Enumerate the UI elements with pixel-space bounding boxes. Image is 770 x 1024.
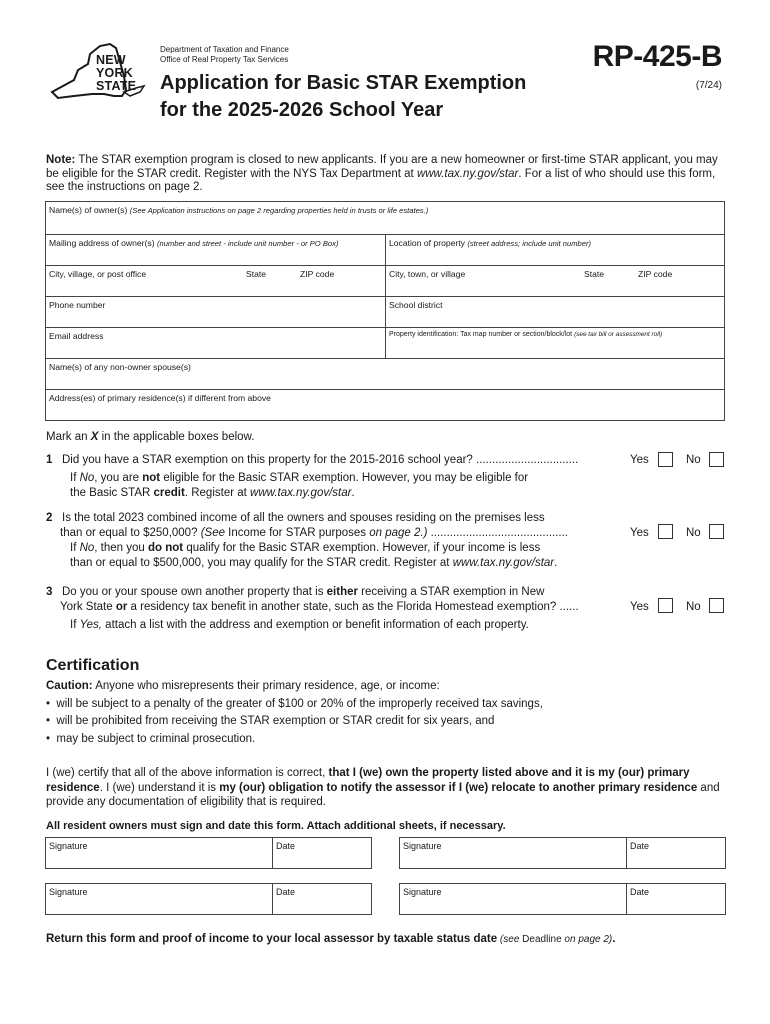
certification-heading: Certification <box>46 657 140 674</box>
primary-residence-field[interactable] <box>46 390 724 420</box>
signature-label-2: Signature <box>403 841 442 851</box>
q1-follow-4: the Basic STAR <box>70 487 154 499</box>
q2-follow-3: qualify for the Basic STAR exemption. However, if your income is less <box>183 542 541 554</box>
mark-suffix: in the applicable boxes below. <box>98 431 255 443</box>
zip-label: ZIP code <box>300 269 335 279</box>
caution-text: Anyone who misrepresents their primary residence, age, or income: <box>92 680 440 692</box>
caution-label: Caution: <box>46 680 93 692</box>
note-text-2: . For a list of who should use this form, see the instructions on page 2. <box>46 167 716 193</box>
logo-line-2: YORK <box>96 66 133 80</box>
department-block <box>160 45 289 65</box>
question-2-followup <box>46 541 726 571</box>
date-field-2[interactable] <box>626 838 725 868</box>
caution-bullet-3: • may be subject to criminal prosecution. <box>46 732 256 745</box>
footer-hint-c: on page 2) <box>561 934 613 945</box>
signature-group-3 <box>45 883 372 915</box>
note-label: Note: <box>46 154 76 166</box>
property-location-label: Location of property <box>389 238 465 248</box>
q1-follow-not: not <box>142 472 161 484</box>
question-2-no-checkbox[interactable] <box>709 524 724 539</box>
nys-logo <box>44 40 154 110</box>
question-1-text: Did you have a STAR exemption on this property for the 2015-2016 school year? ................................ <box>62 454 579 466</box>
certify-text-3: . I (we) understand it is <box>99 781 220 794</box>
question-1 <box>46 453 726 503</box>
city-label: City, village, or post office <box>49 269 147 279</box>
signature-row-2 <box>45 883 726 915</box>
property-location-hint: (street address; include unit number) <box>467 239 592 248</box>
primary-residence-label: Address(es) of primary residence(s) if different from above <box>49 393 271 403</box>
certify-text-1: I (we) certify that all of the above information is correct, <box>46 767 329 779</box>
department-name: Department of Taxation and Finance <box>160 45 289 54</box>
form-revision: (7/24) <box>695 80 722 91</box>
property-city-field[interactable] <box>385 266 724 296</box>
q1-follow-no: No <box>79 472 95 484</box>
mailing-city-field[interactable] <box>46 266 385 296</box>
q2-line2c: Income for STAR purposes <box>224 527 370 539</box>
property-id-label: Property identification: Tax map number or section/block/lot <box>389 331 573 338</box>
question-3-number: 3 <box>46 586 53 598</box>
date-label-4: Date <box>630 887 650 897</box>
footer-end: . <box>612 933 616 945</box>
q3-line2a: York State <box>60 601 116 613</box>
q2-follow-url[interactable]: www.tax.ny.gov/star <box>452 557 555 569</box>
title-line-2: for the 2025-2026 School Year <box>160 99 444 121</box>
date-label-3: Date <box>276 887 296 897</box>
date-label-2: Date <box>630 841 650 851</box>
q3-follow-2: attach a list with the address and exemption or benefit information of each property. <box>101 619 529 631</box>
mailing-address-label: Mailing address of owner(s) <box>49 238 155 248</box>
q3-line2b: or <box>115 601 128 613</box>
q2-follow-4: than or equal to $500,000, you may qualify for the STAR credit. Register at <box>70 557 453 569</box>
q1-follow-credit: credit <box>153 487 185 499</box>
signature-label-4: Signature <box>403 887 442 897</box>
property-id-field[interactable] <box>385 328 724 358</box>
question-3 <box>46 585 726 633</box>
q3-follow-1: If <box>70 619 80 631</box>
owner-information-grid <box>45 201 725 421</box>
certify-paragraph <box>46 766 726 810</box>
question-2-number: 2 <box>46 512 53 524</box>
mark-x: X <box>90 431 99 443</box>
owners-name-label: Name(s) of owner(s) <box>49 205 128 215</box>
mailing-address-hint: (number and street - include unit number - or PO Box) <box>156 239 339 248</box>
certify-text-4: my (our) obligation to notify the assessor if I (we) relocate to another primary residence <box>219 781 698 794</box>
question-3-followup <box>46 618 726 633</box>
q2-follow-no: No <box>79 542 95 554</box>
date-label-1: Date <box>276 841 296 851</box>
note-text-1: The STAR exemption program is closed to new applicants. If you are a new homeowner or first-time STAR applicant, you may be eligible for the STAR credit. Register with the NYS Tax Department at <box>46 154 718 180</box>
signature-field-4[interactable] <box>400 884 626 914</box>
mark-prefix: Mark an <box>46 431 91 443</box>
question-3-yes-checkbox[interactable] <box>658 598 673 613</box>
date-field-4[interactable] <box>626 884 725 914</box>
mailing-address-field[interactable] <box>46 235 385 265</box>
signature-field-1[interactable] <box>46 838 272 868</box>
question-3-yes-label: Yes <box>630 601 649 613</box>
state2-label: State <box>584 269 605 279</box>
school-district-field[interactable] <box>385 297 724 327</box>
mark-instruction <box>46 430 254 445</box>
caution-block <box>46 678 726 748</box>
q2-line2a: than or equal to $250,000? <box>60 527 201 539</box>
q2-line2e: ........................................... <box>427 527 568 539</box>
question-3-line-2 <box>46 600 726 615</box>
signature-label-1: Signature <box>49 841 88 851</box>
question-2-no-label: No <box>686 527 701 539</box>
email-label: Email address <box>49 331 104 341</box>
owners-name-hint: (See Application instructions on page 2 regarding properties held in trusts or life estates.) <box>129 206 429 215</box>
signature-group-1 <box>45 837 372 869</box>
phone-field[interactable] <box>46 297 385 327</box>
signature-row-1 <box>45 837 726 869</box>
question-1-followup <box>46 471 726 501</box>
signature-field-2[interactable] <box>400 838 626 868</box>
return-instruction <box>46 933 615 945</box>
certify-text-2: that I (we) own the property listed above and it is my (our) primary residence <box>46 767 690 794</box>
title-line-1: Application for Basic STAR Exemption <box>160 72 527 94</box>
question-2 <box>46 511 726 577</box>
question-1-yes-label: Yes <box>630 454 649 466</box>
caution-bullet-2: • will be prohibited from receiving the STAR exemption or STAR credit for six years, and <box>46 715 495 727</box>
q2-follow-5: . <box>554 557 558 569</box>
q1-follow-url[interactable]: www.tax.ny.gov/star <box>250 487 352 499</box>
note-paragraph <box>46 154 726 195</box>
bullet-2-text: will be prohibited from receiving the STAR exemption or STAR credit for six years, and <box>56 715 495 727</box>
q3-follow-yes: Yes, <box>79 619 102 631</box>
footer-text: Return this form and proof of income to your local assessor by taxable status date <box>46 933 498 945</box>
signature-field-3[interactable] <box>46 884 272 914</box>
date-field-1[interactable] <box>272 838 371 868</box>
question-1-yes-checkbox[interactable] <box>658 452 673 467</box>
question-2-yes-checkbox[interactable] <box>658 524 673 539</box>
school-district-label: School district <box>389 300 443 310</box>
owners-name-field[interactable] <box>46 202 724 234</box>
email-field[interactable] <box>46 328 385 358</box>
date-field-3[interactable] <box>272 884 371 914</box>
question-2-text-1: Is the total 2023 combined income of all the owners and spouses residing on the premises less <box>62 512 545 524</box>
logo-line-1: NEW <box>96 53 126 67</box>
q1-follow-2: , you are <box>94 472 143 484</box>
q2-follow-2: , then you <box>94 542 149 554</box>
q3-line2c: a residency tax benefit in another state, such as the Florida Homestead exemption? ...... <box>127 601 579 613</box>
question-2-yes-label: Yes <box>630 527 649 539</box>
form-title <box>160 70 526 124</box>
property-id-hint: (see tax bill or assessment roll) <box>574 331 663 338</box>
property-location-field[interactable] <box>385 235 724 265</box>
logo-line-3: STATE <box>96 79 137 93</box>
bullet-1-text: will be subject to a penalty of the greater of $100 or 20% of the improperly received tax savings, <box>56 697 543 710</box>
question-1-number: 1 <box>46 454 53 466</box>
q1-follow-3: eligible for the Basic STAR exemption. However, you may be eligible for <box>160 472 529 484</box>
q1-follow-6: . <box>351 487 355 499</box>
question-3-no-label: No <box>686 601 701 613</box>
signature-label-3: Signature <box>49 887 88 897</box>
question-3-no-checkbox[interactable] <box>709 598 724 613</box>
office-name: Office of Real Property Tax Services <box>160 55 289 64</box>
footer-hint-a: (see <box>497 934 523 945</box>
spouse-name-label: Name(s) of any non-owner spouse(s) <box>49 362 191 372</box>
q3-line1a: Do you or your spouse own another property that is <box>62 586 327 598</box>
spouse-name-field[interactable] <box>46 359 724 389</box>
sign-instruction: All resident owners must sign and date this form. Attach additional sheets, if necessary. <box>46 820 506 832</box>
q2-follow-donot: do not <box>148 542 184 554</box>
certify-text-5: and provide any documentation of eligibility that is required. <box>46 781 720 808</box>
q1-follow-1: If <box>70 472 80 484</box>
zip2-label: ZIP code <box>638 269 673 279</box>
bullet-3-text: may be subject to criminal prosecution. <box>56 732 256 745</box>
city2-label: City, town, or village <box>389 269 466 279</box>
phone-label: Phone number <box>49 300 106 310</box>
signature-group-2 <box>399 837 726 869</box>
state-label: State <box>246 269 267 279</box>
question-1-no-label: No <box>686 454 701 466</box>
question-1-no-checkbox[interactable] <box>709 452 724 467</box>
q1-follow-5: . Register at <box>184 487 251 499</box>
q2-line2d: on page 2.) <box>369 527 428 539</box>
q2-line2b: (See <box>200 527 225 539</box>
form-number: RP-425-B <box>592 40 722 73</box>
note-url[interactable]: www.tax.ny.gov/star <box>416 167 519 180</box>
caution-bullet-1: • will be subject to a penalty of the greater of $100 or 20% of the improperly received tax savings, <box>46 697 543 710</box>
footer-hint-b: Deadline <box>522 934 562 945</box>
question-2-line-2 <box>46 526 726 541</box>
q3-line1c: receiving a STAR exemption in New <box>357 586 545 598</box>
signature-group-4 <box>399 883 726 915</box>
q3-line1b: either <box>326 586 358 598</box>
q2-follow-1: If <box>70 542 80 554</box>
